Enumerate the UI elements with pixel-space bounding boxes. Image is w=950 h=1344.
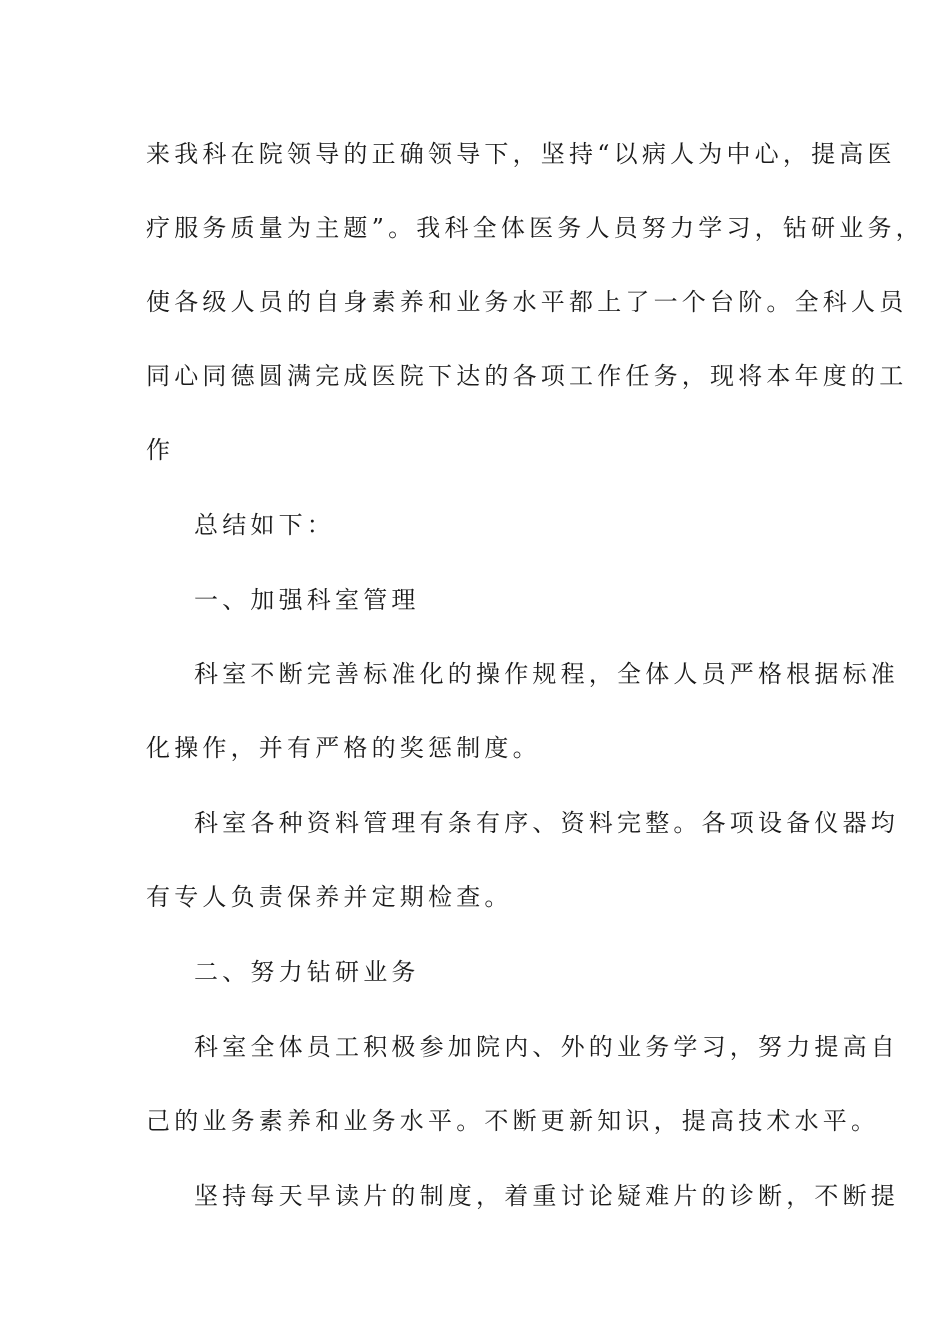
paragraph-line: 科室全体员工积极参加院内、外的业务学习，努力提高自: [194, 1033, 899, 1061]
section-heading: 二、努力钻研业务: [194, 958, 420, 986]
paragraph-line: 作: [146, 436, 175, 464]
paragraph-line: 总结如下：: [194, 511, 335, 539]
paragraph-line: 同心同德圆满完成医院下达的各项工作任务，现将本年度的工: [146, 362, 908, 390]
paragraph-line: 化操作，并有严格的奖惩制度。: [146, 734, 541, 762]
paragraph-line: 来我科在院领导的正确领导下，坚持“以病人为中心，提高医: [146, 140, 896, 168]
paragraph-line: 有专人负责保养并定期检查。: [146, 883, 513, 911]
paragraph-line: 疗服务质量为主题”。我科全体医务人员努力学习，钻研业务，: [146, 214, 924, 242]
section-heading: 一、加强科室管理: [194, 586, 420, 614]
paragraph-line: 使各级人员的自身素养和业务水平都上了一个台阶。全科人员: [146, 288, 908, 316]
paragraph-line: 科室各种资料管理有条有序、资料完整。各项设备仪器均: [194, 809, 899, 837]
paragraph-line: 坚持每天早读片的制度，着重讨论疑难片的诊断，不断提: [194, 1182, 899, 1210]
paragraph-line: 己的业务素养和业务水平。不断更新知识，提高技术水平。: [146, 1107, 880, 1135]
paragraph-line: 科室不断完善标准化的操作规程，全体人员严格根据标准: [194, 660, 899, 688]
